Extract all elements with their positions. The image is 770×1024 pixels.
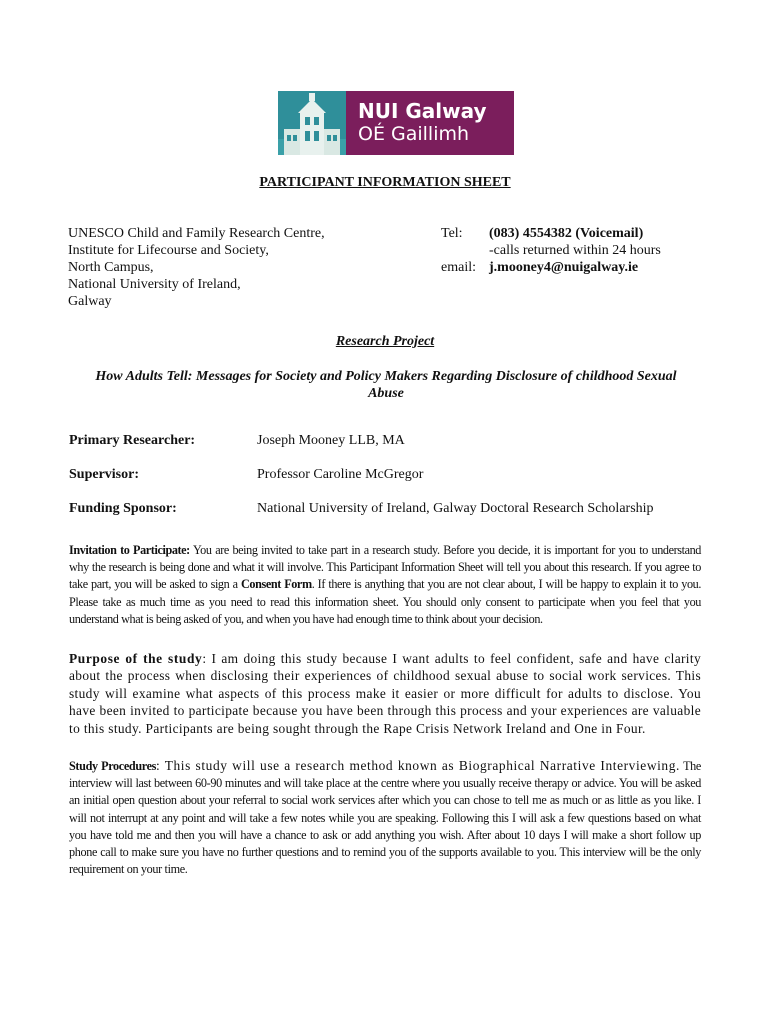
contact-block [441, 225, 661, 276]
address-block [68, 225, 325, 310]
university-tower-icon [278, 91, 346, 155]
purpose-heading: Purpose of the study [69, 651, 203, 666]
address-line: North Campus, [68, 260, 154, 275]
invitation-text-a: You are being invited to take part in a research study. Before you decide, it is important for you to understand why the research is being done and what it will involve. This Participant Information Sheet will tell you about this research. If you agree to take part, you will be asked to sign a [69, 543, 701, 592]
logo-line-1: NUI Galway [358, 99, 487, 123]
tel-note: -calls returned within 24 hours [489, 243, 661, 258]
purpose-paragraph [69, 650, 701, 737]
purpose-text: : I am doing this study because I want adults to feel confident, safe and have clarity about the process when disclosing their experiences of childhood sexual abuse to social work services. This study will examine what aspects of this process make it easier or more difficult for adults to disclose. You have been invited to participate because you have been through this process and your experiences are valuable to this study. Participants are being sought through the Rape Crisis Network Ireland and One in Four. [69, 651, 701, 736]
address-line: National University of Ireland, [68, 277, 241, 292]
funding-sponsor-label: Funding Sponsor: [69, 501, 177, 516]
nui-galway-logo [278, 91, 514, 155]
invitation-text-b: . If there is anything that you are not clear about, I will be happy to explain it to you. Please take as much time as you need to read this information sheet. You should only consent to participate when you feel that you understand what is being asked of you, and when you have had enough time to think about your decision. [69, 577, 701, 626]
document-title: PARTICIPANT INFORMATION SHEET [259, 175, 511, 190]
research-project-heading: Research Project [335, 334, 435, 349]
procedures-text-a: : This study will use a research method known as Biographical Narrative Interviewing. [156, 758, 680, 773]
procedures-text-b: The interview will last between 60-90 minutes and will take place at the centre where you usually receive therapy or advice. You will be asked an initial open question about your referral to social work services after which you can chose to tell me as much or as little as you like. I will not interrupt at any point and will take a few notes while you are speaking. Following this I will ask a few questions based on what you have told me and then you will have a chance to ask or add anything you wish. After about 10 days I will make a short follow up phone call to make sure you have no further questions and to remind you of the supports available to you. This interview will be the only requirement on your time. [69, 759, 701, 877]
invitation-heading: Invitation to Participate: [69, 543, 190, 557]
primary-researcher-label: Primary Researcher: [69, 433, 196, 448]
procedures-heading: Study Procedures [69, 759, 157, 773]
address-line: Institute for Lifecourse and Society, [68, 243, 269, 258]
invitation-paragraph [69, 542, 701, 628]
supervisor-label: Supervisor: [69, 467, 139, 482]
funding-sponsor-value: National University of Ireland, Galway Doctoral Research Scholarship [257, 501, 654, 516]
address-line: UNESCO Child and Family Research Centre, [68, 226, 325, 241]
tel-label: Tel: [441, 226, 463, 241]
project-title: How Adults Tell: Messages for Society and Policy Makers Regarding Disclosure of childhood Sexual Abuse [95, 369, 677, 401]
logo-wordmark [346, 91, 514, 155]
consent-form-term: Consent Form [241, 577, 312, 592]
email-value: j.mooney4@nuigalway.ie [489, 260, 639, 275]
logo-line-2: OÉ Gaillimh [358, 123, 470, 145]
tel-value: (083) 4554382 (Voicemail) [489, 226, 644, 241]
primary-researcher-value: Joseph Mooney LLB, MA [257, 433, 405, 448]
supervisor-value: Professor Caroline McGregor [257, 467, 424, 482]
email-label: email: [441, 260, 476, 275]
address-line: Galway [68, 294, 112, 309]
procedures-paragraph [69, 757, 701, 878]
